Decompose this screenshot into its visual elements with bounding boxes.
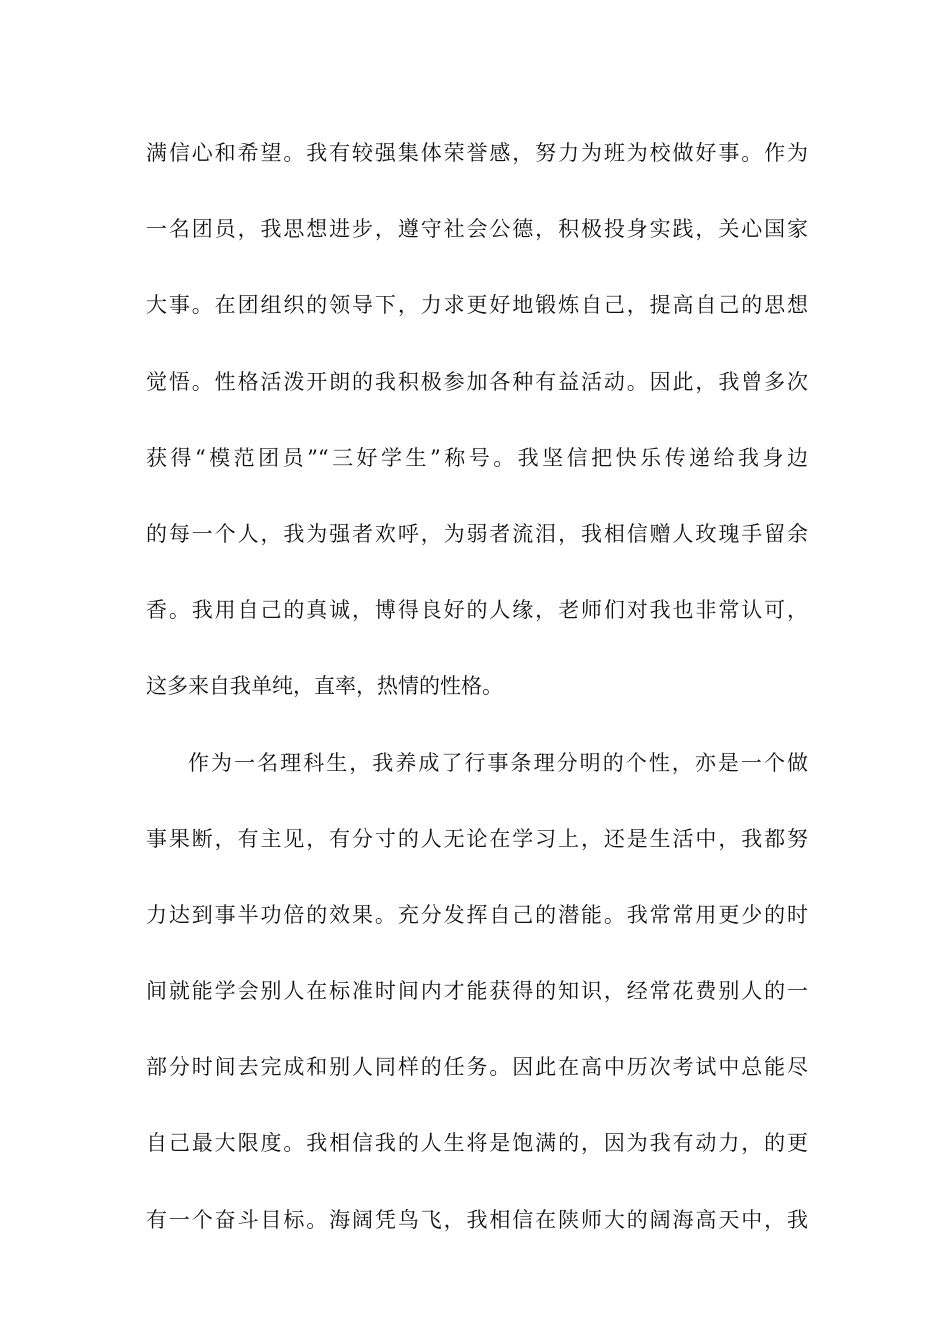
text-line: 觉悟。性格活泼开朗的我积极参加各种有益活动。因此，我曾多次 <box>146 369 808 394</box>
text-line: 力达到事半功倍的效果。充分发挥自己的潜能。我常常用更少的时 <box>146 902 808 927</box>
text-line: 间就能学会别人在标准时间内才能获得的知识，经常花费别人的一 <box>146 979 808 1004</box>
text-line: 香。我用自己的真诚，博得良好的人缘，老师们对我也非常认可， <box>146 598 808 623</box>
text-line: 部分时间去完成和别人同样的任务。因此在高中历次考试中总能尽 <box>146 1055 808 1080</box>
text-line: 有一个奋斗目标。海阔凭鸟飞，我相信在陕师大的阔海高天中，我 <box>146 1207 808 1232</box>
text-line: 满信心和希望。我有较强集体荣誉感，努力为班为校做好事。作为 <box>146 141 808 165</box>
text-line: 的每一个人，我为强者欢呼，为弱者流泪，我相信赠人玫瑰手留余 <box>146 521 808 546</box>
text-line: 自己最大限度。我相信我的人生将是饱满的，因为我有动力，的更 <box>146 1131 808 1156</box>
text-line: 一名团员，我思想进步，遵守社会公德，积极投身实践，关心国家 <box>146 217 808 242</box>
text-line: 大事。在团组织的领导下，力求更好地锻炼自己，提高自己的思想 <box>146 293 808 318</box>
text-line: 这多来自我单纯，直率，热情的性格。 <box>146 674 503 699</box>
body-text <box>146 130 808 1273</box>
paragraph-first-line: 作为一名理科生，我养成了行事条理分明的个性，亦是一个做 <box>188 750 808 775</box>
text-line: 获得“模范团员”“三好学生”称号。我坚信把快乐传递给我身边 <box>146 445 808 470</box>
text-line: 事果断，有主见，有分寸的人无论在学习上，还是生活中，我都努 <box>146 826 808 851</box>
